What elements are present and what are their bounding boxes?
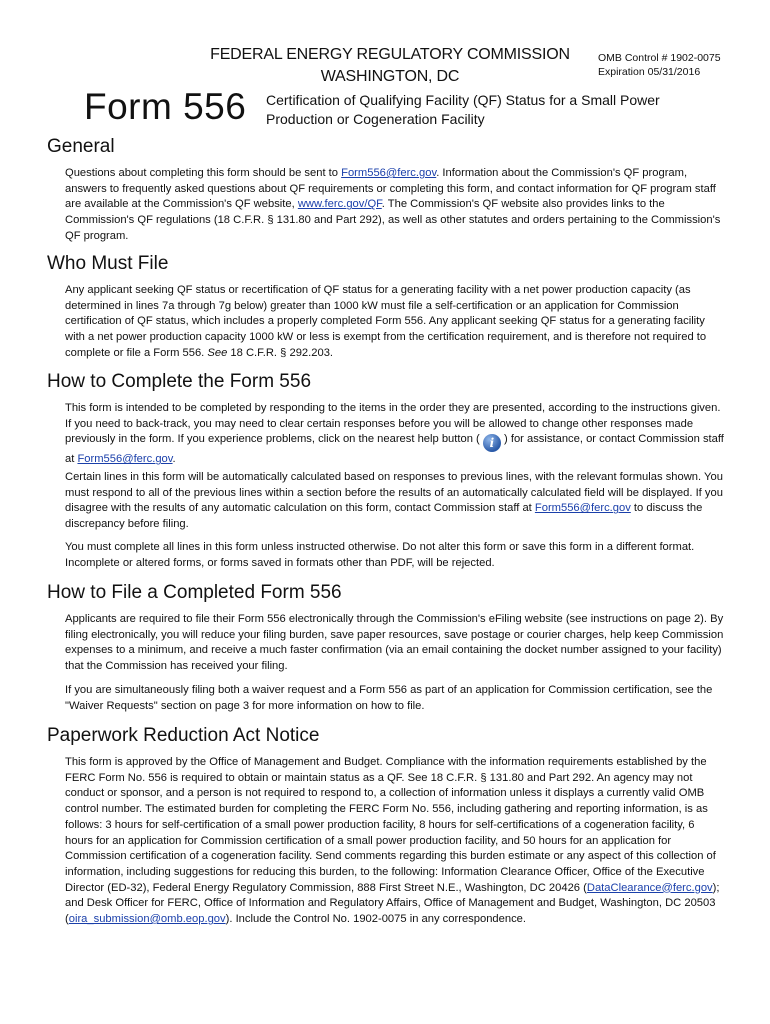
agency-location: WASHINGTON, DC — [320, 68, 460, 85]
qf-website-link[interactable]: www.ferc.gov/QF — [297, 198, 382, 211]
omb-expiration: Expiration 05/31/2016 — [598, 66, 701, 78]
section-heading-how-to-complete: How to Complete the Form 556 — [47, 371, 312, 392]
how-to-complete-text-1: This form is intended to be completed by responding to the items in the order they are presented, according to the instructions given. If you need to back-track, you may need to clear certain responses before you will be allowed to change other responses made previously in the form. If you experience problems, click on the nearest help button ( — [65, 402, 721, 446]
see-reference: See — [207, 346, 228, 359]
waiver-request-text: If you are simultaneously filing both a waiver request and a Form 556 as part of an application for Commission certification, see the "Waiver Requests" section on page 3 for more information on how to file. — [65, 684, 713, 712]
form-title: Certification of Qualifying Facility (QF) Status for a Small Power Production or Cogeneration Facility — [266, 92, 660, 127]
paperwork-text-1: This form is approved by the Office of Management and Budget. Compliance with the information requirements established by the FERC Form No. 556 is required to obtain or maintain status as a QF. See 18 C.F.R. § 131.80 and Part 292. An agency may not conduct or sponsor, and a person is not required to respond to, a collection of information unless it displays a currently valid OMB control number. The estimated burden for completing the FERC Form No. 556, including gathering and reporting information, is as follows: 3 hours for self-certification of a small power production facility, 8 hours for self-certifications of a cogeneration facility, 6 hours for an application for Commission certification of a small power production facility, and 50 hours for an application for Commission certification of a cogeneration facility. Send comments regarding this burden estimate or any aspect of this collection of information, including suggestions for reducing this burden, to the following: Information Clearance Officer, Office of the Executive Director (ED-32), Federal Energy Regulatory Commission, 888 First Street N.E., Washington, DC 20426 ( — [65, 756, 716, 894]
how-to-complete-text-2: ) for assistance, or contact Commission staff at — [65, 433, 724, 466]
section-heading-who-must-file: Who Must File — [47, 253, 169, 274]
form556-email-link-3[interactable]: Form556@ferc.gov — [534, 502, 631, 515]
data-clearance-email-link[interactable]: DataClearance@ferc.gov — [586, 881, 713, 894]
efiling-text: Applicants are required to file their Form 556 electronically through the Commission's eFiling website (see instructions on page 2). By filing electronically, you will reduce your filing burden, save paper resources, save postage or courier charges, help keep Commission expenses to a minimum, and receive a much faster confirmation (via an email containing the docket number assigned to your facility) that the Commission has received your filing. — [65, 613, 724, 673]
how-to-file-paragraph-2 — [65, 683, 725, 714]
how-to-complete-paragraph-3 — [65, 540, 725, 571]
section-heading-general: General — [47, 136, 115, 157]
general-text-1: Questions about completing this form should be sent to — [65, 167, 342, 179]
general-paragraph — [65, 166, 725, 245]
section-heading-paperwork: Paperwork Reduction Act Notice — [47, 725, 320, 746]
section-heading-how-to-file: How to File a Completed Form 556 — [47, 582, 342, 603]
who-must-file-paragraph — [65, 283, 725, 362]
form556-email-link-2[interactable]: Form556@ferc.gov — [77, 453, 173, 466]
paperwork-text-2: ); and Desk Officer for FERC, Office of Information and Regulatory Affairs, Office of Management and Budget, Washington, DC 20503 ( — [65, 881, 720, 926]
who-must-file-citation: 18 C.F.R. § 292.203. — [227, 346, 334, 359]
form556-email-link[interactable]: Form556@ferc.gov — [341, 167, 437, 179]
info-help-icon[interactable]: i — [483, 434, 501, 452]
form-number: Form 556 — [84, 86, 247, 127]
how-to-file-paragraph-1 — [65, 612, 725, 675]
agency-name: FEDERAL ENERGY REGULATORY COMMISSION — [210, 46, 570, 63]
complete-all-lines-text: You must complete all lines in this form unless instructed otherwise. Do not alter this form or save this form in a different format. Incomplete or altered forms, or forms saved in formats other than PDF, will be rejected. — [65, 541, 695, 569]
agency-header — [190, 44, 590, 88]
how-to-complete-paragraph-2 — [65, 470, 725, 533]
paperwork-paragraph — [65, 755, 725, 928]
omb-control-number: OMB Control # 1902-0075 — [598, 52, 721, 64]
how-to-complete-paragraph-1 — [65, 401, 725, 468]
who-must-file-text: Any applicant seeking QF status or recertification of QF status for a generating facility with a net power production capacity (as determined in lines 7a through 7g below) greater than 1000 kW must file a self-certification or an application for Commission certification of QF status, which includes a properly completed Form 556. Any applicant seeking QF status for a generating facility with a net power production capacity 1000 kW or less is exempt from the certification requirement, and is therefore not required to complete or file a Form 556. — [65, 284, 707, 359]
general-text-3: . The Commission's QF website also provides links to the Commission's QF regulations (18 C.F.R. § 131.80 and Part 292), as well as other statutes and orders pertaining to the Commission's QF program. — [65, 198, 721, 242]
paperwork-text-3: ). Include the Control No. 1902-0075 in any correspondence. — [225, 913, 527, 926]
general-text-2: . Information about the Commission's QF program, answers to frequently asked questions about QF requirements or completing this form, and contact information for QF program staff are available at the Commission's QF website, — [65, 167, 716, 211]
auto-calc-text-2: to discuss the discrepancy before filing. — [65, 502, 703, 531]
oira-email-link[interactable]: oira_submission@omb.eop.gov — [68, 913, 226, 926]
omb-info — [598, 51, 721, 79]
auto-calc-text: Certain lines in this form will be automatically calculated based on responses to previous lines, with the relevant formulas shown. You must respond to all of the previous lines within a section before the results of an automatically calculated field will be displayed. If you disagree with the results of any automatic calculation on this form, contact Commission staff at — [65, 471, 723, 515]
how-to-complete-text-3: . — [172, 453, 176, 466]
